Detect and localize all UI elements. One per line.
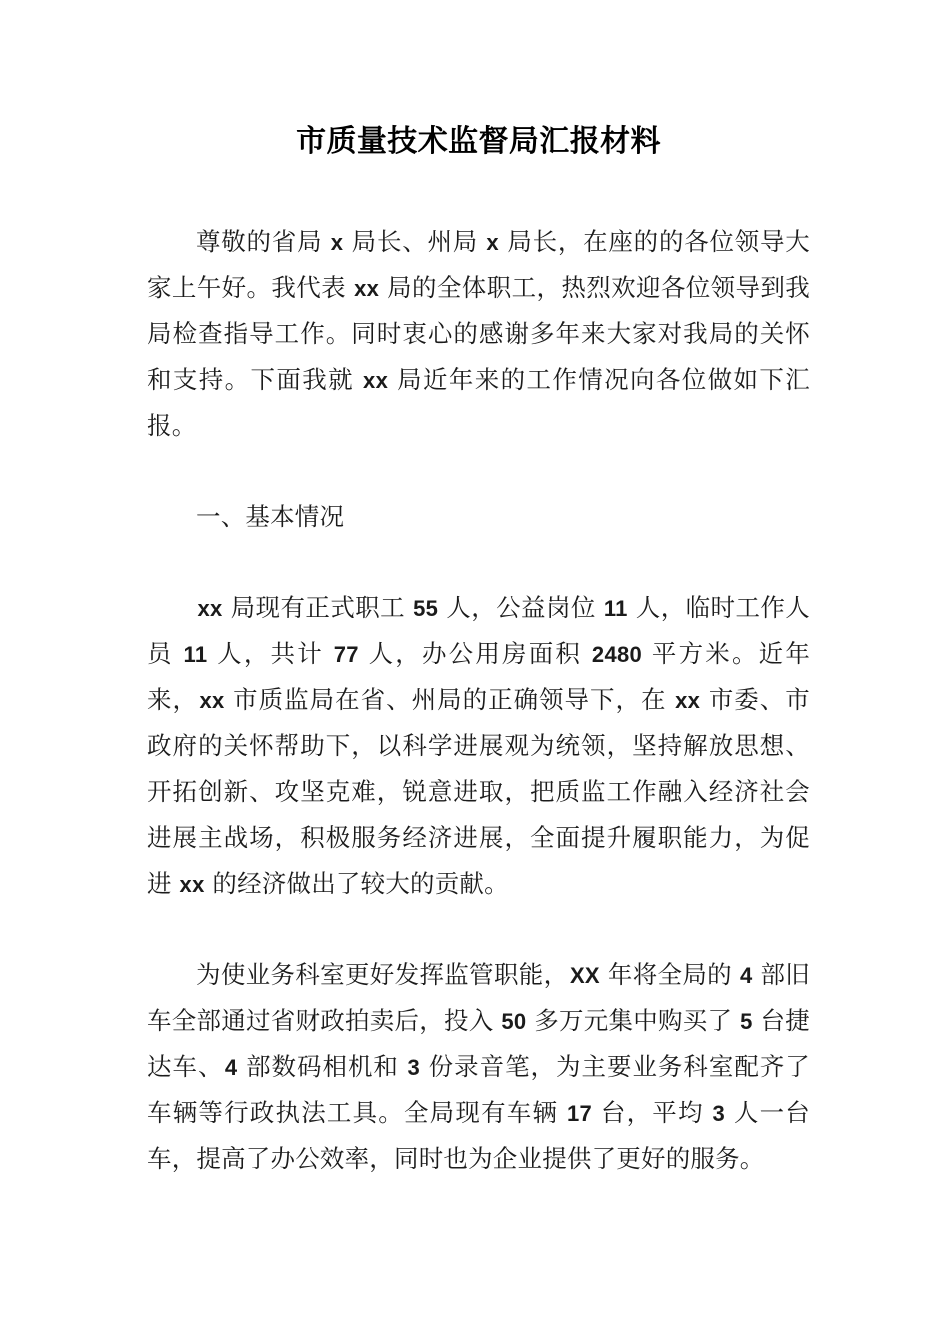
latin-run: 5: [740, 1009, 753, 1034]
latin-run: 77: [333, 642, 359, 667]
latin-run: 3: [407, 1055, 421, 1080]
latin-run: xx: [675, 688, 701, 713]
latin-run: xx: [197, 596, 223, 621]
latin-run: xx: [179, 872, 205, 897]
latin-run: 4: [224, 1055, 238, 1080]
section-heading-1: 一、基本情况: [196, 504, 345, 531]
latin-run: 4: [739, 963, 753, 988]
latin-run: xx: [354, 276, 380, 301]
latin-run: 11: [603, 596, 628, 621]
latin-run: 17: [567, 1101, 593, 1126]
latin-run: x: [486, 230, 499, 255]
latin-run: x: [330, 230, 344, 255]
latin-run: 3: [712, 1101, 726, 1126]
document-body: [147, 220, 810, 1183]
latin-run: 11: [183, 642, 208, 667]
latin-run: 2480: [591, 642, 643, 667]
latin-run: xx: [199, 688, 225, 713]
page-content-area: [147, 0, 810, 1183]
paragraph-staffing: xx 局现有正式职工 55 人，公益岗位 11 人，临时工作人员 11 人，共计 77 人，办公用房面积 2480 平方米。近年来，xx 市质监局在省、州局的正确领导下，在 xx 市委、市政府的关怀帮助下，以科学进展观为统领，坚持解放思想、开拓创新、攻坚克难，锐意进取，把质监工作融入经济社会进展主战场，积极服务经济进展，全面提升履职能力，为促进 xx 的经济做出了较大的贡献。: [147, 595, 811, 898]
latin-run: XX: [569, 963, 600, 988]
latin-run: xx: [363, 368, 389, 393]
latin-run: 55: [413, 596, 439, 621]
paragraph-equipment: 为使业务科室更好发挥监管职能，XX 年将全局的 4 部旧车全部通过省财政拍卖后，投入 50 多万元集中购买了 5 台捷达车、4 部数码相机和 3 份录音笔，为主要业务科室配齐了车辆等行政执法工具。全局现有车辆 17 台，平均 3 人一台车，提高了办公效率，同时也为企业提供了更好的服务。: [147, 962, 810, 1173]
page-title: 市质量技术监督局汇报材料: [296, 125, 661, 158]
paragraph-greeting: 尊敬的省局 x 局长、州局 x 局长，在座的的各位领导大家上午好。我代表 xx 局的全体职工，热烈欢迎各位领导到我局检查指导工作。同时衷心的感谢多年来大家对我局的关怀和支持。下面我就 xx 局近年来的工作情况向各位做如下汇报。: [147, 229, 810, 440]
latin-run: 50: [501, 1009, 527, 1034]
